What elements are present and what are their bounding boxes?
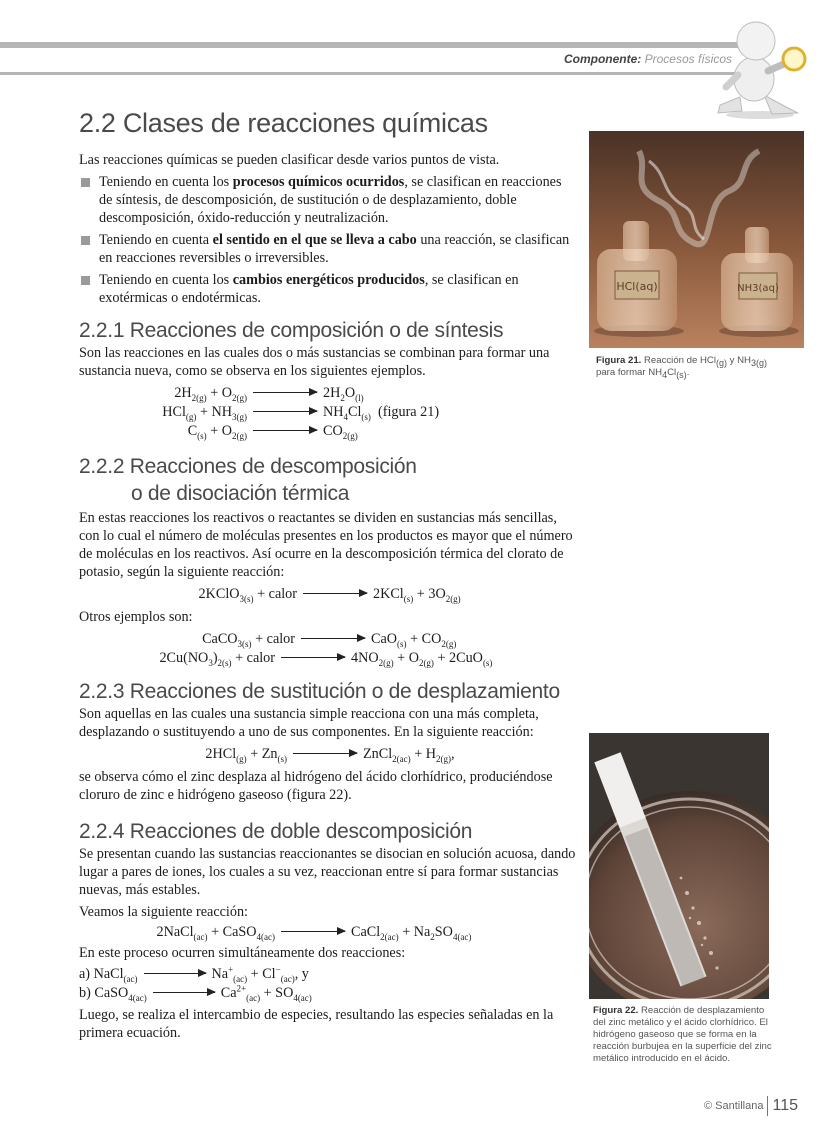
paragraph-2-2-2: En estas reacciones los reactivos o reactantes se dividen en sustancias más sencillas, con lo cual el número de moléculas presentes en los productos es mayor que el número de moléculas en los reactivos. Así ocurre en la descomposición térmica del clorato de potasio, según la siguiente reacción: xyxy=(79,510,573,580)
page-footer xyxy=(704,1096,798,1116)
page-number: 115 xyxy=(772,1097,798,1114)
figure-21-ref: (figura 21) xyxy=(378,404,440,420)
header-top-rule xyxy=(0,42,758,48)
list-item: Teniendo en cuenta los procesos químicos ocurridos, se clasifican en reacciones de síntesis, de descomposición, de sustitución o de desplazamiento, doble descomposición, óxido-reducción y neutralización. xyxy=(79,173,576,227)
mascot-magnifier-icon xyxy=(702,15,814,120)
equations-decomposition-other xyxy=(79,630,576,668)
equations-partial xyxy=(79,965,576,1003)
heading-2-2-3: 2.2.3 Reacciones de sustitución o de desplazamiento xyxy=(79,680,560,703)
classification-list xyxy=(79,173,576,307)
section-intro: Las reacciones químicas se pueden clasificar desde varios puntos de vista. xyxy=(79,152,500,168)
equations-synthesis xyxy=(79,384,576,441)
equation: CaCO$_{3(s)}$ + calor $CaO_{(s)} + CO_{2(g)}$ xyxy=(202,631,457,649)
copyright: © Santillana xyxy=(704,1100,764,1112)
equation: $2H_{2(g)} + O_{2(g)}$ $2H_2O_{(l)}$ xyxy=(174,385,364,403)
figure-21-caption: Figura 21. Reacción de HCl$_{(g)}$ y $NH_{3(g)}$ para formar $NH_4Cl_{(s)}$. xyxy=(596,355,767,380)
figure-21-photo xyxy=(589,131,804,348)
equations-substitution xyxy=(79,745,576,764)
heading-2-2-1: 2.2.1 Reacciones de composición o de síntesis xyxy=(79,319,504,342)
figure-22-caption: Figura 22. Reacción de desplazamiento del zinc metálico y el ácido clorhídrico. El hidrógeno gaseoso que se forma en la reacción burbujea en la superficie del zinc metálico introducido en el ácido. xyxy=(593,1005,772,1064)
figure-22-photo xyxy=(589,733,769,999)
header-bottom-rule xyxy=(0,72,740,75)
equation: $2Cu(NO_3)_{2(s)}$ + calor $4NO_{2(g)} + O_{2(g)} + 2CuO_{(s)}$ xyxy=(159,650,493,668)
paragraph-2-2-3-explanation: se observa cómo el zinc desplaza al hidrógeno del ácido clorhídrico, produciéndose cloruro de zinc e hidrógeno gaseoso (figura 22). xyxy=(79,769,553,803)
paragraph-2-2-1: Son las reacciones en las cuales dos o más sustancias se combinan para formar una sustancia nueva, como se observa en los siguientes ejemplos. xyxy=(79,345,550,379)
equation: b) CaSO$_{4(ac)}$ $Ca^{2+}_{(ac)} + SO_{4(ac)}$ xyxy=(79,983,312,1003)
paragraph-final: Luego, se realiza el intercambio de especies, resultando las especies señaladas en la primera ecuación. xyxy=(79,1007,554,1041)
equation: 2KClO$_{3(s)}$ + calor $2KCl_{(s)} + 3O_{2(g)}$ xyxy=(198,586,461,604)
paragraph-2-2-3: Son aquellas en las cuales una sustancia simple reacciona con una más completa, desplazando o sustituyendo a uno de sus componentes. En la siguiente reacción: xyxy=(79,706,539,740)
component-label: Componente: Procesos físicos xyxy=(563,52,732,66)
section-title: 2.2 Clases de reacciones químicas xyxy=(79,108,488,138)
equations-double-decomposition xyxy=(79,923,576,942)
paragraph-see-reaction: Veamos la siguiente reacción: xyxy=(79,904,249,920)
list-item: Teniendo en cuenta el sentido en el que se lleva a cabo una reacción, se clasifican en reacciones reversibles o irreversibles. xyxy=(79,231,576,267)
footer-divider xyxy=(767,1096,768,1116)
figure-21-left-label: HCl(aq) xyxy=(616,280,658,293)
equations-decomposition-main xyxy=(79,585,576,604)
main-content xyxy=(79,108,576,1042)
list-item: Teniendo en cuenta los cambios energéticos producidos, se clasifican en exotérmicas o endotérmicas. xyxy=(79,271,576,307)
equation: $2HCl_{(g)} + Zn_{(s)}$ ZnCl$_{2(ac)}$ + $H_{2(g)}$, xyxy=(205,746,455,764)
other-examples-label: Otros ejemplos son: xyxy=(79,609,193,625)
paragraph-2-2-4: Se presentan cuando las sustancias reaccionantes se disocian en solución acuosa, dando lugar a pares de iones, los cuales a su vez, reaccionan entre sí para formar sustancias nuevas, más estables. xyxy=(79,846,576,898)
equation: $C_{(s)} + O_{2(g)}$ $CO_{2(g)}$ xyxy=(187,423,358,441)
paragraph-simultaneous: En este proceso ocurren simultáneamente dos reacciones: xyxy=(79,945,406,961)
equation: 2NaCl$_{(ac)}$ + CaSO$_{4(ac)}$ CaCl$_{2(ac)}$ + $Na_2SO_{4(ac)}$ xyxy=(156,924,472,942)
heading-2-2-4: 2.2.4 Reacciones de doble descomposición xyxy=(79,820,473,843)
equation: $HCl_{(g)} + NH_{3(g)}$ $NH_4Cl_{(s)}$ (figura 21) xyxy=(162,404,440,422)
equation: a) NaCl$_{(ac)}$ $Na^+_{(ac)} + Cl^-_{(ac)}$, y xyxy=(79,964,309,984)
figure-21-right-label: NH3(aq) xyxy=(737,283,779,294)
heading-2-2-2: 2.2.2 Reacciones de descomposición o de disociación térmica xyxy=(79,455,417,505)
